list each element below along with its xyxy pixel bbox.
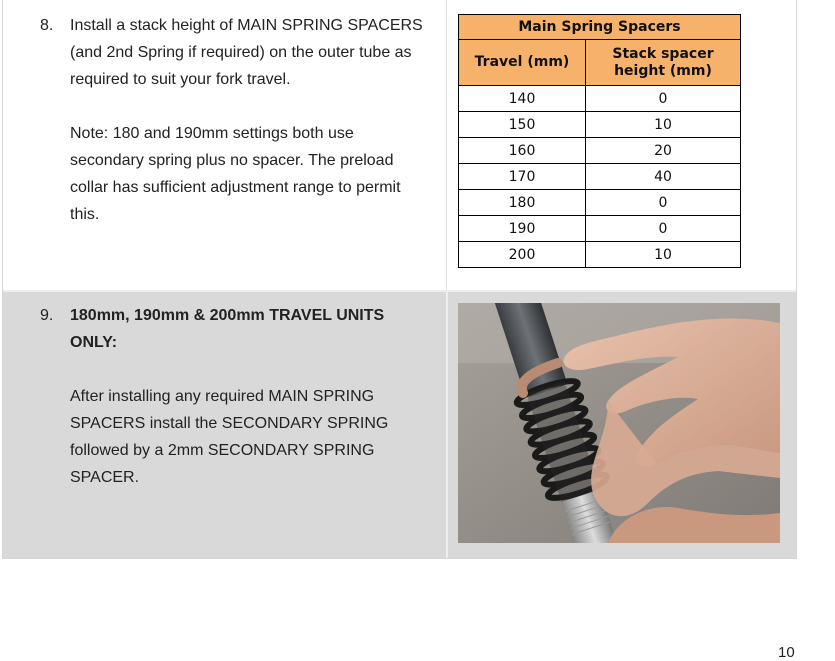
height-cell: 0	[586, 216, 741, 242]
step-9-line: After installing any required MAIN SPRING	[70, 388, 375, 405]
table-title: Main Spring Spacers	[459, 15, 741, 40]
step-9-heading: ONLY:	[70, 334, 118, 351]
step-9-number: 9.	[40, 307, 54, 324]
step-8-note-line: collar has sufficient adjustment range to permit	[70, 179, 401, 196]
step-9-text	[70, 302, 442, 491]
table-row	[459, 86, 741, 112]
height-cell: 0	[586, 86, 741, 112]
travel-cell: 170	[459, 164, 586, 190]
table-header-stack-height	[586, 40, 741, 86]
page-number: 10	[778, 644, 795, 661]
table-row	[459, 112, 741, 138]
travel-cell: 180	[459, 190, 586, 216]
step-8-note-line: secondary spring plus no spacer. The preload	[70, 152, 394, 169]
table-row	[459, 242, 741, 268]
travel-cell: 150	[459, 112, 586, 138]
step-8-line: (and 2nd Spring if required) on the outer tube as	[70, 44, 412, 61]
travel-cell: 160	[459, 138, 586, 164]
main-spring-spacers-table	[458, 14, 741, 268]
travel-cell: 140	[459, 86, 586, 112]
table-header-line: Stack spacer	[612, 45, 714, 62]
travel-cell: 200	[459, 242, 586, 268]
height-cell: 0	[586, 190, 741, 216]
step-9-line: SPACERS install the SECONDARY SPRING	[70, 415, 389, 432]
table-row	[459, 138, 741, 164]
step-8-line: Install a stack height of MAIN SPRING SPACERS	[70, 17, 423, 34]
table-header-line: height (mm)	[614, 62, 712, 79]
table-header-travel: Travel (mm)	[459, 40, 586, 86]
height-cell: 40	[586, 164, 741, 190]
height-cell: 10	[586, 242, 741, 268]
table-row	[459, 190, 741, 216]
step-8-text	[70, 12, 442, 228]
step-9-line: followed by a 2mm SECONDARY SPRING	[70, 442, 375, 459]
step-8-note-line: Note: 180 and 190mm settings both use	[70, 125, 354, 142]
step-9-line: SPACER.	[70, 469, 140, 486]
height-cell: 10	[586, 112, 741, 138]
step-9-heading: 180mm, 190mm & 200mm TRAVEL UNITS	[70, 307, 385, 324]
secondary-spring-photo	[458, 303, 780, 543]
travel-cell: 190	[459, 216, 586, 242]
height-cell: 20	[586, 138, 741, 164]
step-8-number: 8.	[40, 17, 54, 34]
table-row	[459, 216, 741, 242]
table-row	[459, 164, 741, 190]
step-8-note-line: this.	[70, 206, 100, 223]
step-8-line: required to suit your fork travel.	[70, 71, 291, 88]
